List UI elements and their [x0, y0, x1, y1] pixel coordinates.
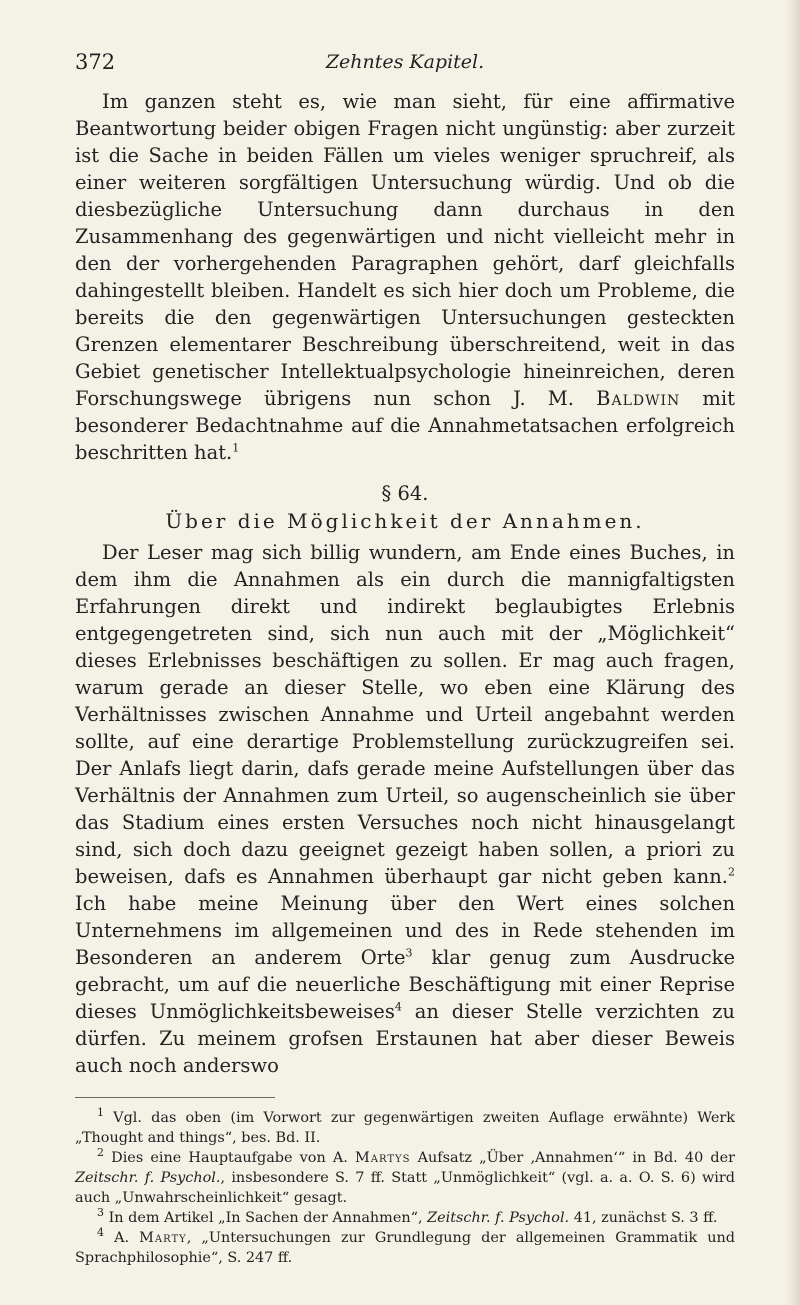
footnote-ref-2: 2	[728, 865, 735, 879]
author-name-martys: Martys	[355, 1150, 411, 1166]
paragraph-2	[75, 539, 735, 1079]
running-head: Zehntes Kapitel.	[325, 51, 485, 73]
paragraph-2-text-b: Ich habe meine Meinung über den Wert eines solchen Unternehmens im allgemeinen und des in Rede stehenden im Besonderen an anderem Orte	[75, 892, 735, 969]
footnote-3	[75, 1208, 735, 1228]
footnote-4	[75, 1228, 735, 1268]
footnote-divider	[75, 1097, 275, 1098]
footnote-3-text-a: In dem Artikel „In Sachen der Annahmen“,	[104, 1210, 428, 1226]
author-name-baldwin: Baldwin	[596, 387, 681, 410]
footnote-3-mark: 3	[97, 1206, 104, 1220]
footnotes	[75, 1108, 735, 1268]
page-edge-shadow	[786, 0, 800, 1305]
footnote-2	[75, 1148, 735, 1208]
footnote-ref-4: 4	[394, 1000, 402, 1014]
footnote-3-text-b: 41, zunächst S. 3 ff.	[569, 1210, 718, 1226]
paragraph-2-text-d: an dieser Stelle verzichten zu dürfen. Zu meinem grofsen Erstaunen hat aber dieser Beweis auch noch anderswo	[75, 1000, 735, 1077]
footnote-ref-3: 3	[405, 946, 413, 960]
author-name-marty: Marty	[139, 1230, 187, 1246]
footnote-1	[75, 1108, 735, 1148]
journal-title: Zeitschr. f. Psychol.	[75, 1170, 221, 1186]
footnote-1-text: Vgl. das oben (im Vorwort zur gegenwärtigen zweiten Auflage erwähnte) Werk „Thought and things“, bes. Bd. II.	[75, 1110, 735, 1146]
footnote-2-mark: 2	[97, 1146, 104, 1160]
paragraph-1-text-a: Im ganzen steht es, wie man sieht, für eine affirmative Beantwortung beider obigen Fragen nicht ungünstig: aber zurzeit ist die Sache in beiden Fällen um vieles weniger spruchreif, als einer weiteren sorgfältigen Untersuchung würdig. Und ob die diesbezügliche Untersuchung dann durchaus in den Zusammenhang des gegenwärtigen und nicht vielleicht mehr in den der vorhergehenden Paragraphen gehört, darf gleichfalls dahingestellt bleiben. Handelt es sich hier doch um Probleme, die bereits die den gegenwärtigen Untersuchungen gesteckten Grenzen elementarer Beschreibung überschreitend, weit in das Gebiet genetischer Intellektualpsychologie hineinreichen, deren Forschungswege übrigens nun schon J. M.	[75, 90, 735, 410]
section-title: Über die Möglichkeit der Annahmen.	[165, 509, 645, 533]
journal-title: Zeitschr. f. Psychol.	[427, 1210, 570, 1226]
paragraph-2-text-a: Der Leser mag sich billig wundern, am Ende eines Buches, in dem ihm die Annahmen als ein durch die mannigfaltigsten Erfahrungen direkt und indirekt beglaubigtes Erlebnis entgegengetreten sind, sich nun auch mit der „Möglichkeit“ dieses Erlebnisses beschäftigen zu sollen. Er mag auch fragen, warum gerade an dieser Stelle, wo eben eine Klärung des Verhältnisses zwischen Annahme und Urteil angebahnt werden sollte, auf eine derartige Problemstellung zurückzugreifen sei. Der Anlafs liegt darin, dafs gerade meine Aufstellungen über das Verhältnis der Annahmen zum Urteil, so augenscheinlich sie über das Stadium eines ersten Versuches noch nicht hinausgelangt sind, sich doch dazu geeignet gezeigt haben sollen, a priori zu beweisen, dafs es Annahmen überhaupt gar nicht geben kann.	[75, 541, 735, 888]
page-header	[75, 50, 735, 80]
footnote-2-text-a: Dies eine Hauptaufgabe von A.	[104, 1150, 356, 1166]
footnote-ref-1: 1	[232, 441, 240, 455]
section-number: § 64.	[381, 482, 429, 505]
paragraph-1-text-b: mit besonderer Bedachtnahme auf die Annahmetatsachen erfolgreich beschritten hat.	[75, 387, 736, 464]
paragraph-1	[75, 88, 735, 466]
page-number: 372	[75, 50, 116, 74]
footnote-1-mark: 1	[97, 1106, 104, 1120]
footnote-2-text-c: , insbesondere S. 7 ff. Statt „Unmöglichkeit“ (vgl. a. a. O. S. 6) wird auch „Unwahrscheinlichkeit“ gesagt.	[75, 1170, 735, 1206]
footnote-2-text-b: Aufsatz „Über ‚Annahmen‘“ in Bd. 40 der	[410, 1150, 735, 1166]
footnote-4-text-a: A.	[104, 1230, 140, 1246]
page-body	[75, 88, 735, 1268]
footnote-4-text-b: , „Untersuchungen zur Grundlegung der allgemeinen Grammatik und Sprachphilosophie“, S. 247 ff.	[75, 1230, 735, 1266]
footnote-4-mark: 4	[97, 1226, 104, 1240]
paragraph-2-text-c: klar genug zum Ausdrucke gebracht, um auf die neuerliche Beschäftigung mit einer Reprise dieses Unmöglichkeitsbeweises	[75, 946, 735, 1023]
